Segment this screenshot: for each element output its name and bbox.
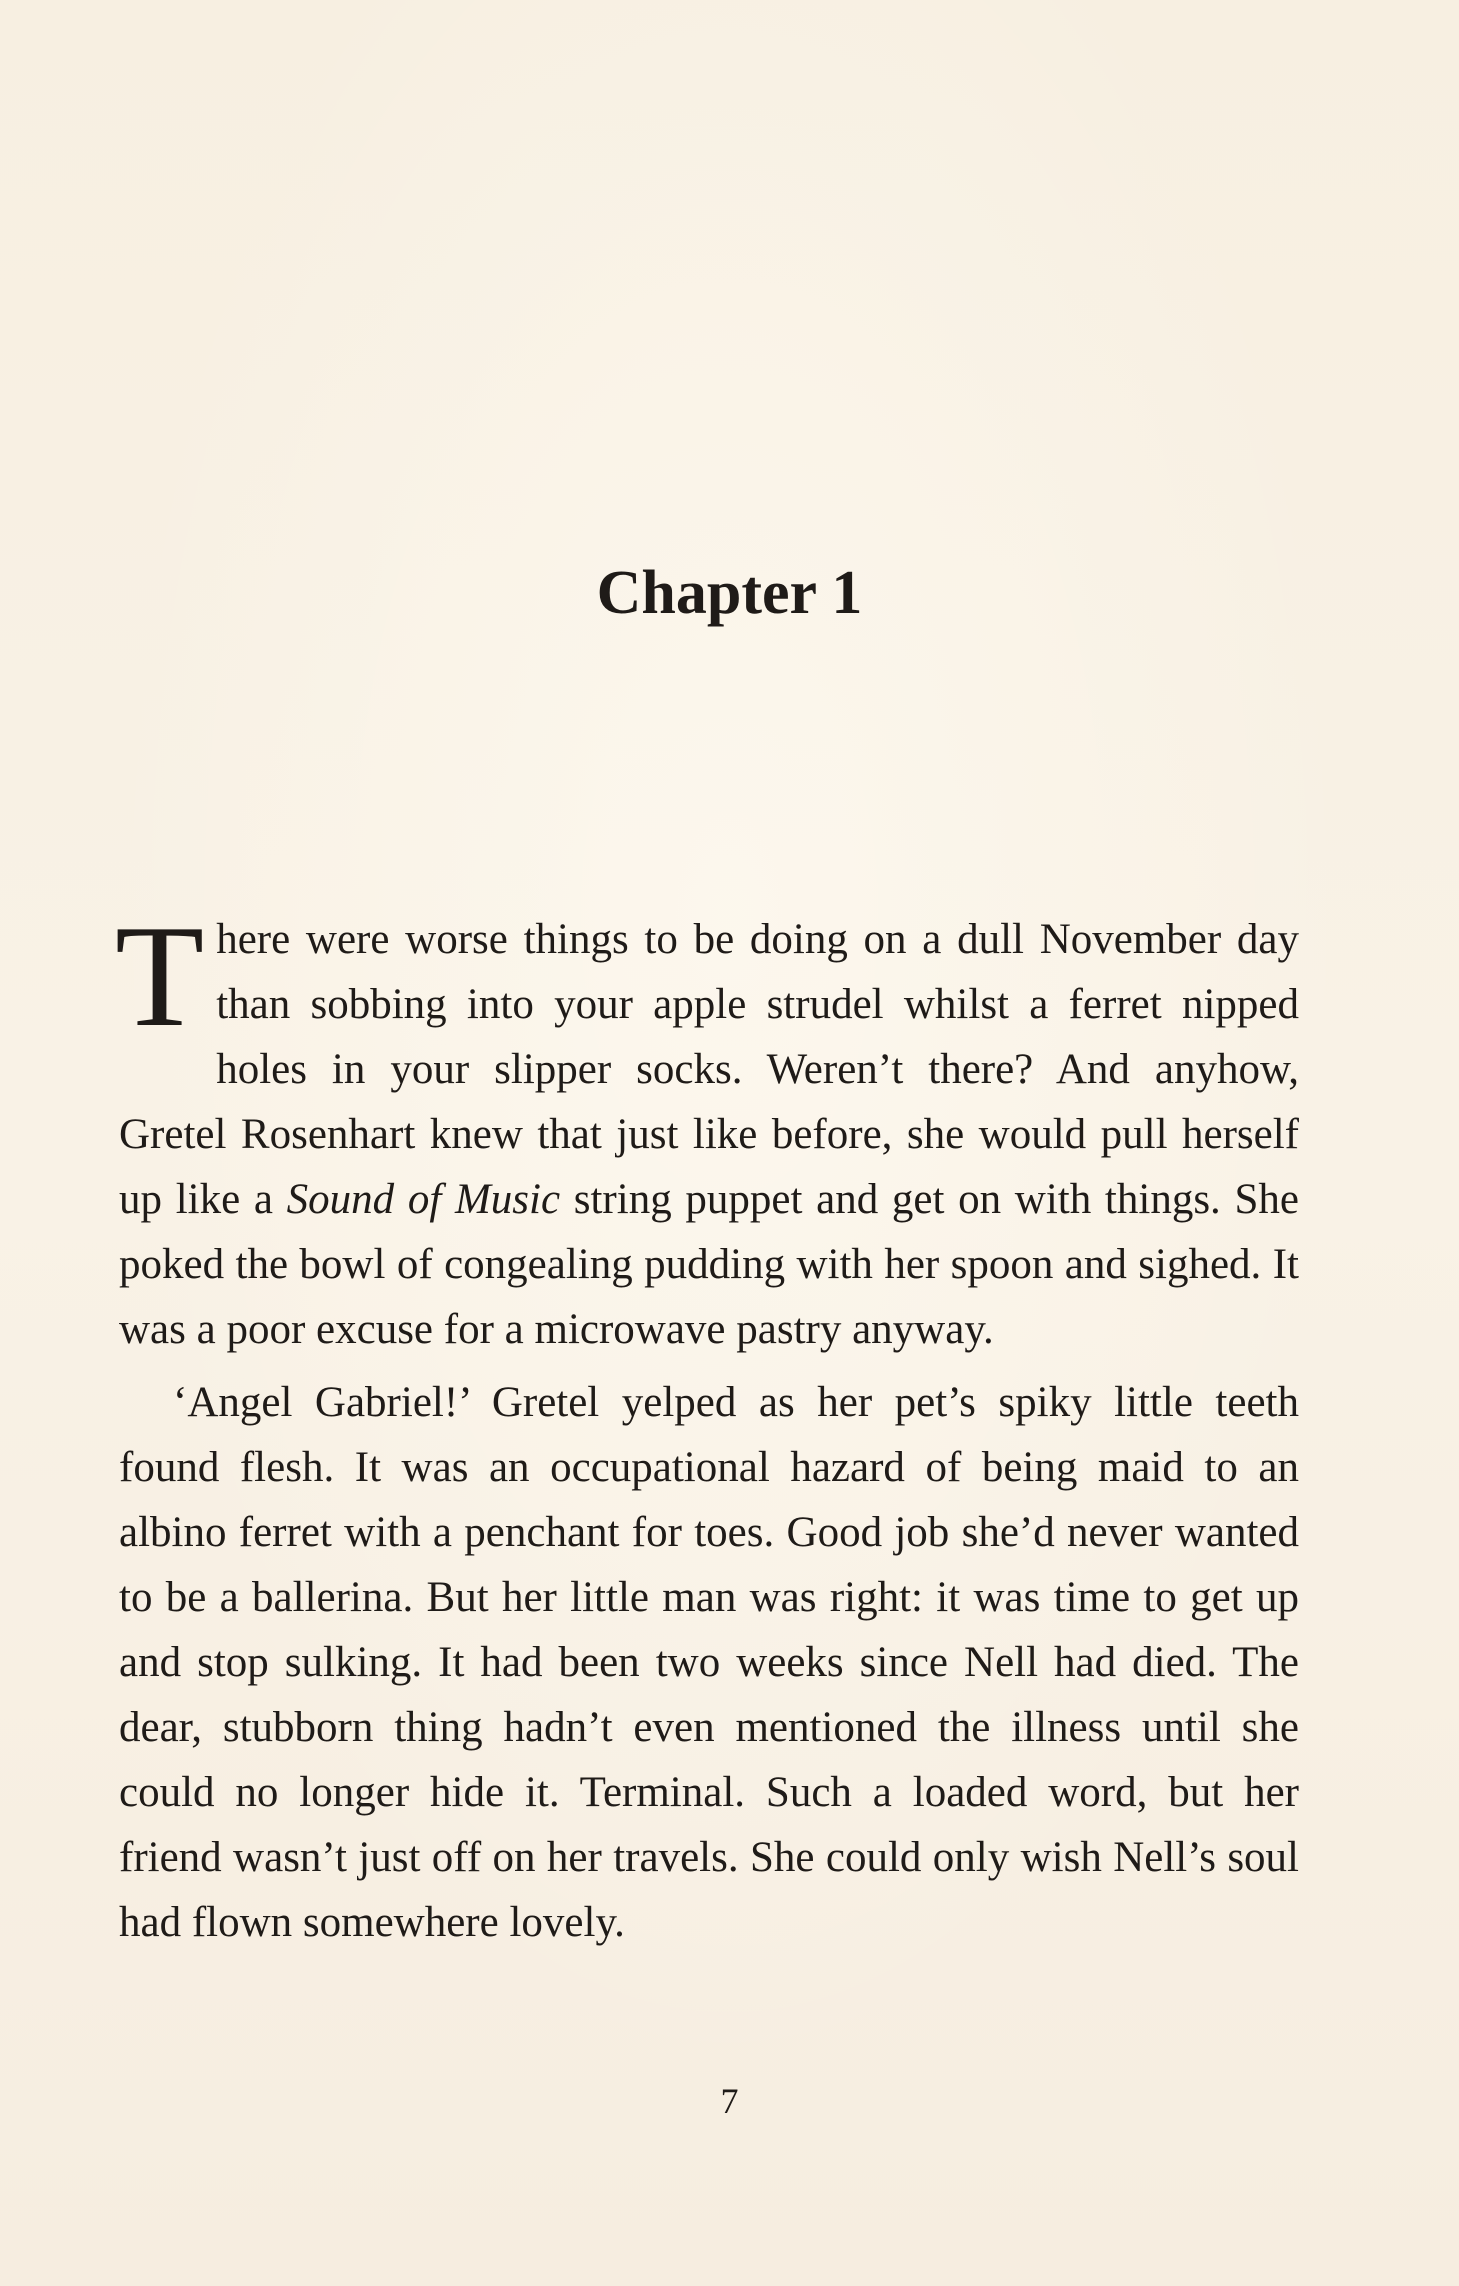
chapter-title: Chapter 1 [596, 558, 863, 627]
paragraph-1-text-end: string puppet and get on with things. She poked the bowl of congealing pudding with her spoon and sighed. It was a poor excuse for a microwave pastry anyway. [119, 1176, 1299, 1353]
paragraph-1 [115, 895, 1299, 1362]
paragraph-1-text-start: here were worse things to be doing on a dull November day than sobbing into your apple strudel whilst a ferret nipped holes in your slipper socks. Weren’t there? And anyhow, Gretel Rosenhart knew that just like before, she would pull herself up like a [119, 916, 1299, 1223]
page-number: 7 [720, 2081, 739, 2121]
chapter-body [115, 895, 1299, 1955]
paragraph-2: ‘Angel Gabriel!’ Gretel yelped as her pet’s spiky little teeth found flesh. It was an occupational hazard of being maid to an albino ferret with a penchant for toes. Good job she’d never wanted to be a ballerina. But her little man was right: it was time to get up and stop sulking. It had been two weeks since Nell had died. The dear, stubborn thing hadn’t even mentioned the illness until she could no longer hide it. Terminal. Such a loaded word, but her friend wasn’t just off on her travels. She could only wish Nell’s soul had flown somewhere lovely. [119, 1379, 1299, 1946]
film-title-italic: Sound of Music [286, 1176, 561, 1223]
drop-cap: T [115, 895, 205, 1057]
